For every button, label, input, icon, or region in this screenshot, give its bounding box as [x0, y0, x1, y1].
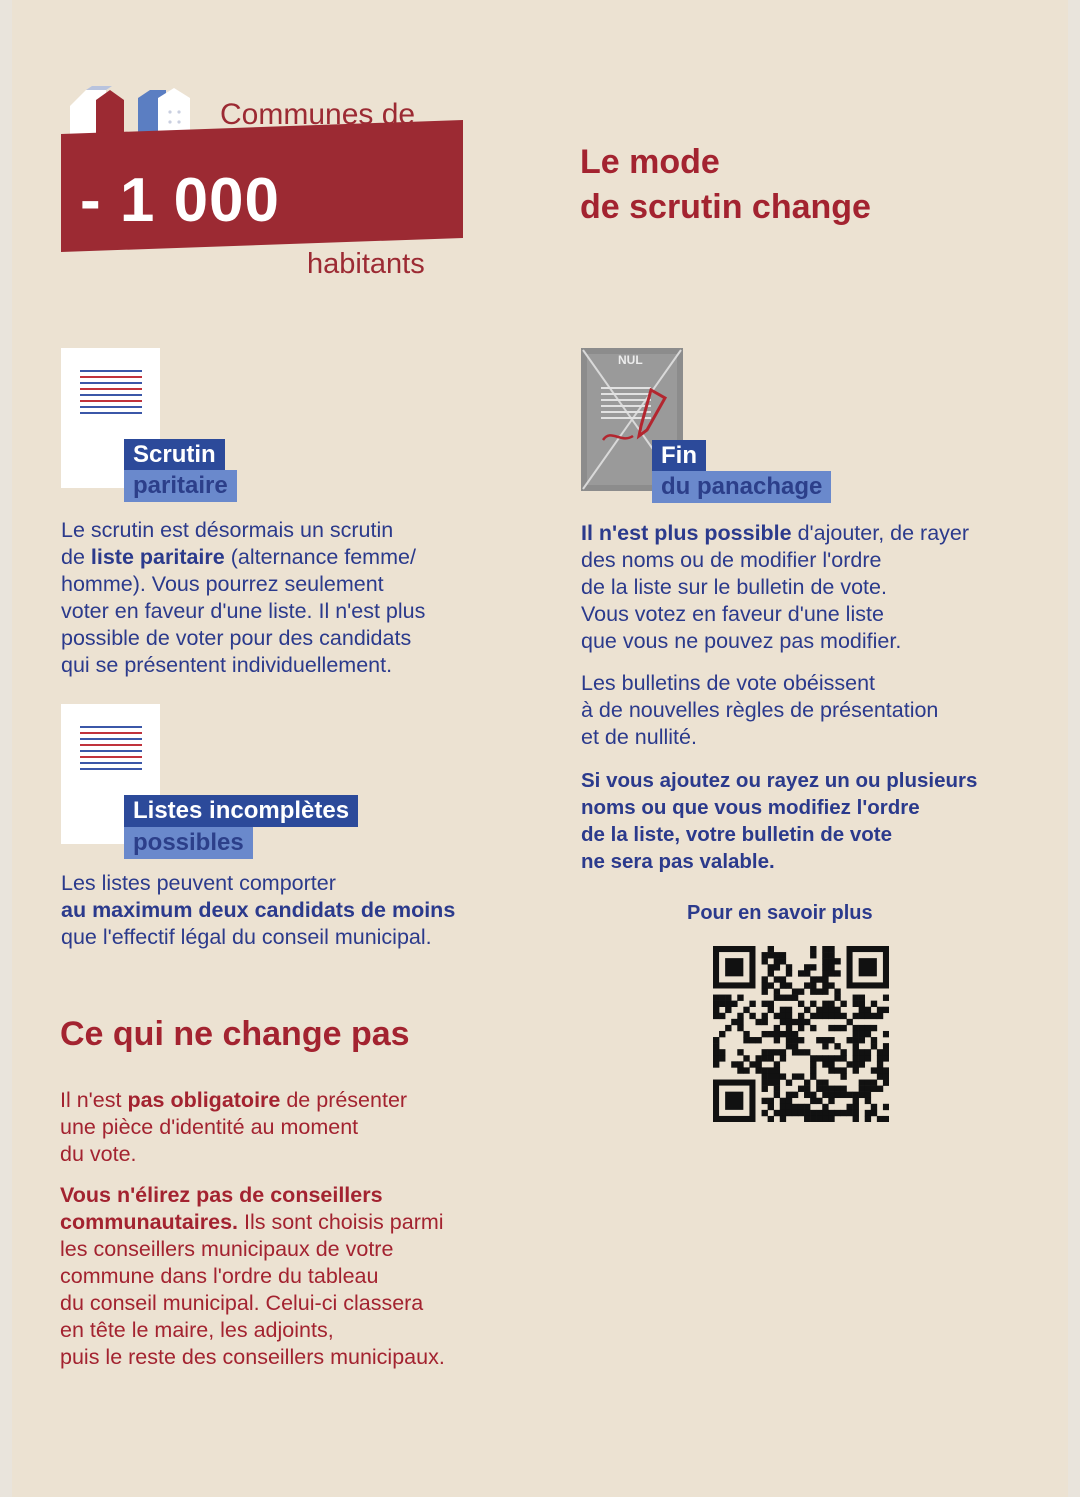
tag-paritaire: paritaire	[124, 470, 237, 502]
panachage-warning: Si vous ajoutez ou rayez un ou plusieurs noms ou que vous modifiez l'ordre de la liste, votre bulletin de vote ne sera pas valable.	[581, 769, 978, 873]
ballot-lines-icon	[80, 370, 142, 418]
tag-fin: Fin	[652, 440, 706, 472]
population-number: - 1 000	[80, 166, 281, 235]
qr-code-icon[interactable]	[713, 946, 889, 1122]
tag-listes-incompletes: Listes incomplètes	[124, 795, 358, 827]
nul-label: NUL	[618, 353, 643, 367]
panachage-paragraph-1: Il n'est plus possible d'ajouter, de rayer des noms ou de modifier l'ordre de la liste sur le bulletin de vote. Vous votez en faveur d'une liste que vous ne pouvez pas modifier.	[581, 521, 970, 653]
communes-de-label: Communes de	[220, 98, 416, 131]
scrutin-paritaire-text: Le scrutin est désormais un scrutin de liste paritaire (alternance femme/ homme). Vous pourrez seulement voter en faveur d'une liste. Il n'est plus possible de voter pour des candidats qui se présentent individuellement.	[61, 518, 426, 677]
page-title	[580, 140, 871, 230]
qr-label: Pour en savoir plus	[687, 902, 873, 924]
identity-paragraph: Il n'est pas obligatoire de présenter une pièce d'identité au moment du vote.	[60, 1088, 408, 1166]
tag-possibles: possibles	[124, 827, 253, 859]
habitants-label: habitants	[307, 248, 425, 280]
ballot-lines-icon	[80, 726, 142, 774]
conseillers-paragraph: Vous n'élirez pas de conseillers communautaires. Ils sont choisis parmi les conseillers municipaux de votre commune dans l'ordre du tableau du conseil municipal. Celui-ci classera en tête le maire, les adjoints, puis le reste des conseillers municipaux.	[60, 1183, 445, 1369]
tag-du-panachage: du panachage	[652, 471, 831, 503]
title-line-2: de scrutin change	[580, 188, 871, 226]
section-title-ce-qui-ne-change-pas: Ce qui ne change pas	[60, 1015, 410, 1053]
tag-scrutin: Scrutin	[124, 439, 225, 471]
panachage-paragraph-2: Les bulletins de vote obéissent à de nouvelles règles de présentation et de nullité.	[581, 671, 939, 749]
title-line-1: Le mode	[580, 143, 720, 181]
listes-incompletes-text: Les listes peuvent comporter au maximum deux candidats de moins que l'effectif légal du conseil municipal.	[61, 871, 456, 949]
